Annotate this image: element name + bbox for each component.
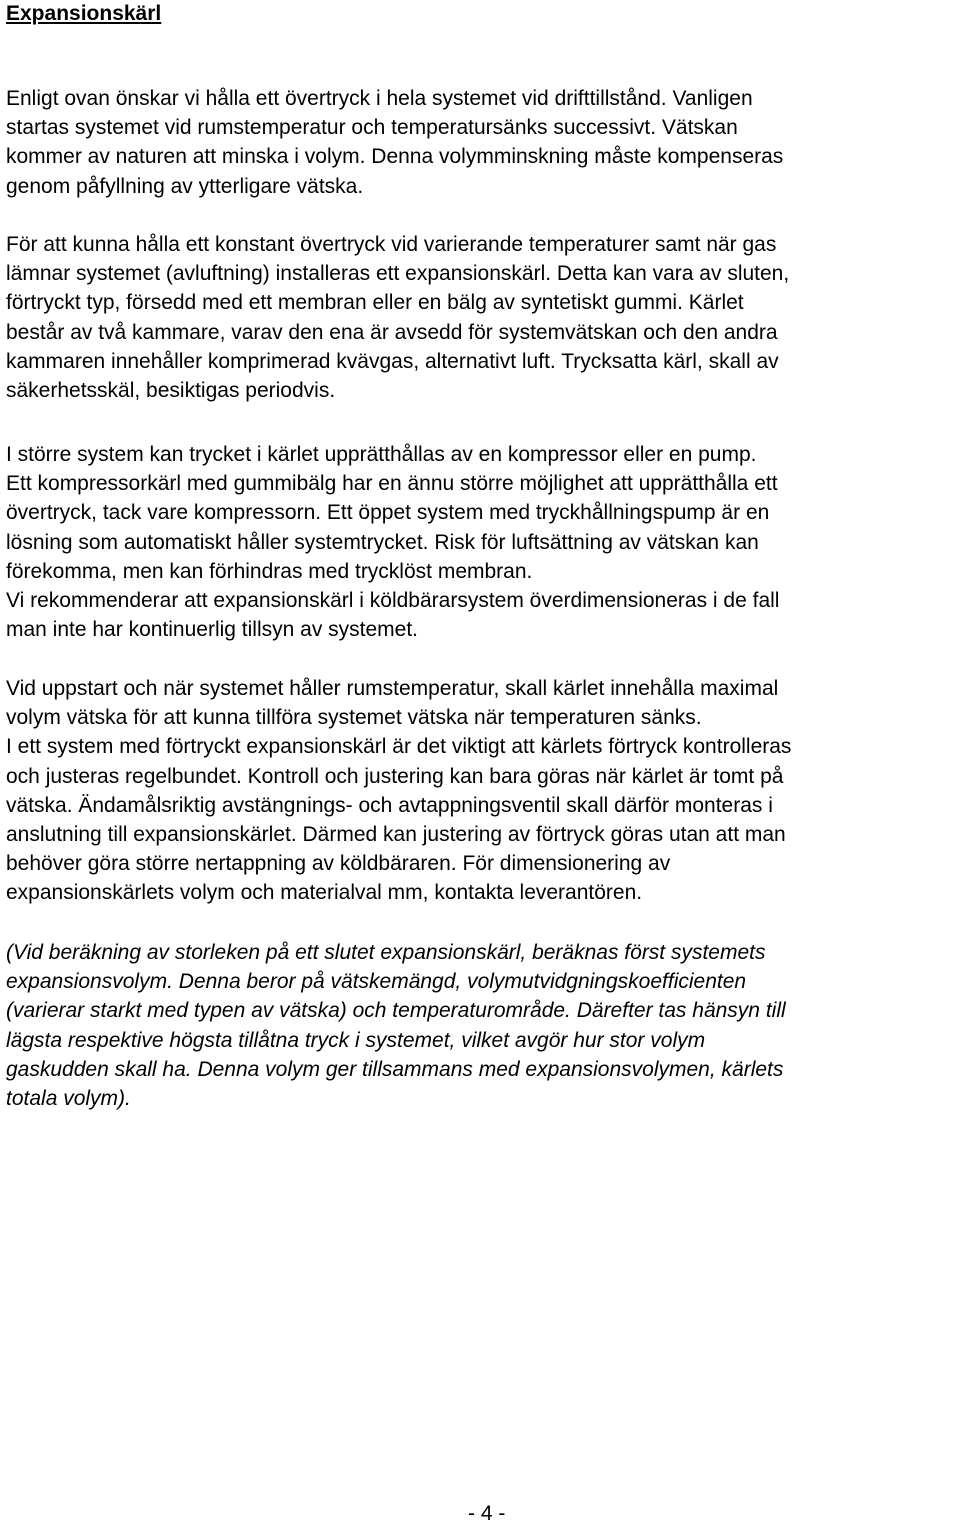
text-line: expansionskärlets volym och materialval mm, kontakta leverantören. (6, 881, 643, 905)
text-line: expansionsvolym. Denna beror på vätskemängd, volymutvidgningskoefficienten (6, 970, 747, 994)
paragraph-overpressure (6, 230, 789, 405)
text-line: säkerhetsskäl, besiktigas periodvis. (6, 379, 336, 403)
text-line: behöver göra större nertappning av köldbäraren. För dimensionering av (6, 852, 671, 876)
text-line: man inte har kontinuerlig tillsyn av systemet. (6, 618, 419, 642)
text-line: består av två kammare, varav den ena är avsedd för systemvätskan och den andra (6, 320, 778, 344)
text-line: totala volym). (6, 1087, 131, 1111)
text-line: För att kunna hålla ett konstant övertryck vid varierande temperaturer samt när gas (6, 233, 777, 256)
text-line: anslutning till expansionskärlet. Därmed kan justering av förtryck göras utan att man (6, 823, 786, 847)
text-line: och justeras regelbundet. Kontroll och justering kan bara göras när kärlet är tomt på (6, 764, 784, 788)
text-line: lösning som automatiskt håller systemtrycket. Risk för luftsättning av vätskan kan (6, 530, 759, 554)
text-line: (varierar starkt med typen av vätska) och temperaturområde. Därefter tas hänsyn till (6, 999, 786, 1023)
text-line: förekomma, men kan förhindras med trycklöst membran. (6, 559, 533, 583)
text-line: Vi rekommenderar att expansionskärl i köldbärarsystem överdimensioneras i de fall (6, 589, 780, 613)
text-line: kammaren innehåller komprimerad kvävgas, alternativt luft. Trycksatta kärl, skall av (6, 349, 779, 373)
paragraph-calculation-note (6, 938, 786, 1113)
paragraph-intro (6, 84, 783, 201)
text-line: Vid uppstart och när systemet håller rumstemperatur, skall kärlet innehålla maximal (6, 677, 779, 700)
text-line: vätska. Ändamålsriktig avstängnings- och avtappningsventil skall därför monteras i (6, 793, 773, 817)
text-line: volym vätska för att kunna tillföra systemet vätska när temperaturen sänks. (6, 706, 702, 730)
text-line: kommer av naturen att minska i volym. Denna volymminskning måste kompenseras (6, 145, 784, 169)
text-line: Enligt ovan önskar vi hålla ett övertryck i hela systemet vid drifttillstånd. Vanligen (6, 87, 753, 110)
text-line: lägsta respektive högsta tillåtna tryck i systemet, vilket avgör hur stor volym (6, 1028, 706, 1052)
text-line: genom påfyllning av ytterligare vätska. (6, 174, 364, 198)
text-line: gaskudden skall ha. Denna volym ger tillsammans med expansionsvolymen, kärlets (6, 1057, 784, 1081)
page-number: - 4 - (468, 1502, 506, 1525)
text-line: övertryck, tack vare kompressorn. Ett öppet system med tryckhållningspump är en (6, 501, 770, 525)
text-line: Ett kompressorkärl med gummibälg har en ännu större möjlighet att upprätthålla ett (6, 472, 778, 496)
document-title: Expansionskärl (6, 2, 162, 25)
text-line: förtryckt typ, försedd med ett membran eller en bälg av syntetiskt gummi. Kärlet (6, 291, 744, 315)
text-line: (Vid beräkning av storleken på ett slutet expansionskärl, beräknas först systemets (6, 941, 766, 964)
text-line: startas systemet vid rumstemperatur och temperatursänks successivt. Vätskan (6, 116, 738, 140)
paragraph-large-systems (6, 440, 779, 644)
paragraph-startup (6, 674, 791, 908)
text-line: I ett system med förtryckt expansionskärl är det viktigt att kärlets förtryck kontrolleras (6, 735, 792, 759)
text-line: I större system kan trycket i kärlet upprätthållas av en kompressor eller en pump. (6, 443, 757, 466)
text-line: lämnar systemet (avluftning) installeras ett expansionskärl. Detta kan vara av sluten, (6, 262, 790, 286)
